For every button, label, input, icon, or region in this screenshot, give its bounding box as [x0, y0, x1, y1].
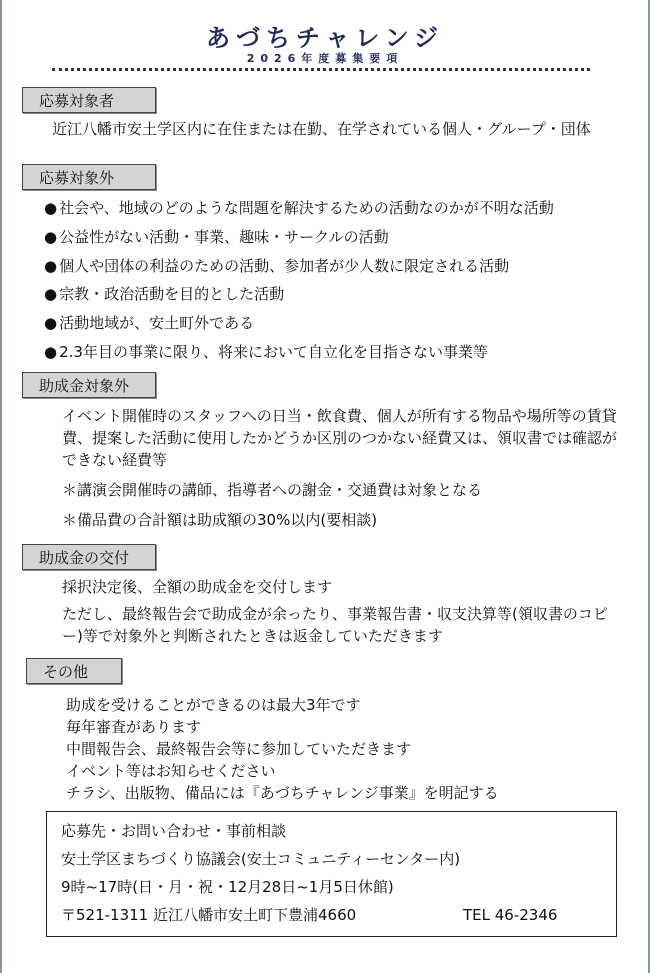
other-line: チラシ、出版物、備品には『あづちチャレンジ事業』を明記する [66, 784, 499, 802]
contact-organization: 安土学区まちづくり協議会(安土コミュニティーセンター内) [61, 850, 461, 868]
contact-heading: 応募先・お問い合わせ・事前相談 [61, 822, 287, 840]
page-border-left [0, 0, 2, 973]
section-label-eligible: 応募対象者 [22, 87, 156, 113]
grant-excluded-text: イベント開催時のスタッフへの日当・飲食費、個人が所有する物品や場所等の賃貸費、提案した活動に使用したかどうか区別のつかない経費又は、領収書では確認ができない経費等 [62, 407, 618, 469]
ineligible-item: ● 2.3年目の事業に限り、将来において自立化を目指さない事業等 [44, 341, 488, 363]
section-label-grant-excluded: 助成金対象外 [22, 372, 156, 398]
other-line: 毎年審査があります [66, 718, 202, 736]
page-title: あづちチャレンジ [205, 24, 445, 52]
other-line: 助成を受けることができるのは最大3年です [66, 696, 361, 714]
ineligible-item: ● 宗教・政治活動を目的とした活動 [44, 283, 284, 305]
section-label-grant-payment: 助成金の交付 [22, 544, 156, 570]
contact-hours: 9時~17時(日・月・祝・12月28日~1月5日休館) [61, 878, 394, 896]
section-label-other: その他 [26, 658, 122, 684]
ineligible-item: ● 活動地域が、安土町外である [44, 312, 254, 334]
other-line: イベント等はお知らせください [66, 762, 276, 780]
section-label-ineligible: 応募対象外 [22, 164, 156, 190]
contact-address: 〒521-1311 近江八幡市安土町下豊浦4660 [61, 906, 357, 924]
dotted-divider [52, 68, 590, 71]
grant-payment-line: ただし、最終報告会で助成金が余ったり、事業報告書・収支決算等(領収書のコピー)等で対象外と判断されたときは返金していただきます [62, 605, 608, 645]
grant-excluded-note: ＊講演会開催時の講師、指導者への謝金・交通費は対象となる [62, 481, 483, 499]
eligible-text: 近江八幡市安土学区内に在住または在勤、在学されている個人・グループ・団体 [52, 120, 591, 138]
grant-excluded-note: ＊備品費の合計額は助成額の30%以内(要相談) [62, 511, 378, 529]
other-line: 中間報告会、最終報告会等に参加していただきます [66, 740, 412, 758]
contact-phone: TEL 46-2346 [463, 906, 558, 924]
grant-payment-line: 採択決定後、全額の助成金を交付します [62, 578, 333, 596]
ineligible-item: ● 個人や団体の利益のための活動、参加者が少人数に限定される活動 [44, 255, 509, 277]
contact-box [46, 811, 617, 937]
ineligible-item: ● 社会や、地域のどのような問題を解決するための活動なのかが不明な活動 [44, 197, 554, 219]
page-subtitle: 2026年度募集要項 [246, 52, 404, 65]
ineligible-item: ● 公益性がない活動・事業、趣味・サークルの活動 [44, 226, 389, 248]
